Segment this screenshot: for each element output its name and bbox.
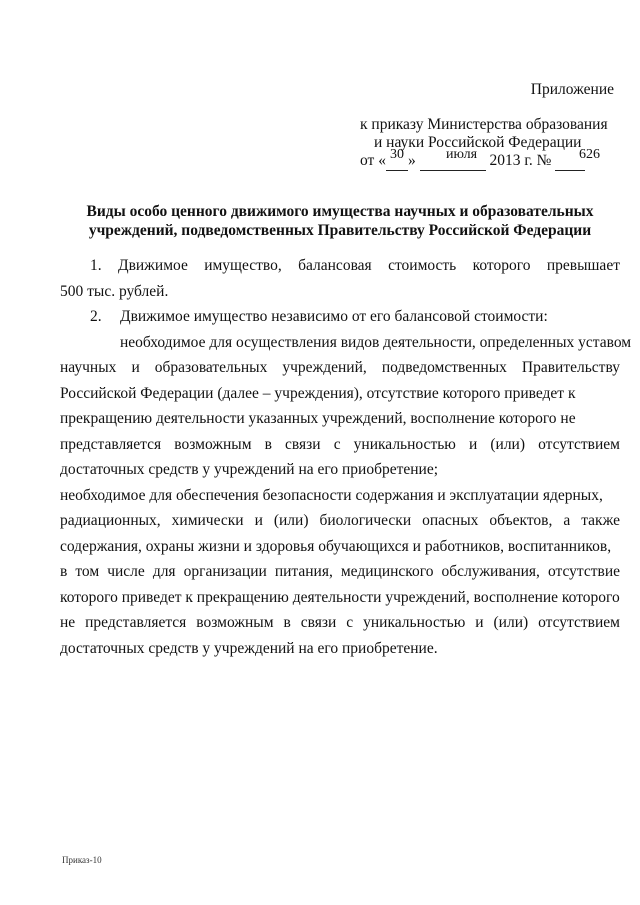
word: в xyxy=(264,435,272,453)
order-date-line xyxy=(360,147,620,172)
word: (или) xyxy=(493,614,529,631)
item-1-number: 1. xyxy=(90,257,102,274)
para-2-line-5 xyxy=(60,585,620,611)
document-title xyxy=(60,202,620,240)
word: радиационных, xyxy=(60,512,161,529)
order-number: 626 xyxy=(579,147,600,162)
word: Правительству xyxy=(521,359,620,376)
word: питания, xyxy=(274,563,333,580)
word: представляется xyxy=(60,435,162,453)
item-1-word: Движимое xyxy=(118,257,188,274)
word: опасных xyxy=(422,512,479,529)
word: медицинского xyxy=(340,563,434,580)
order-line-2: и науки Российской Федерации xyxy=(374,134,582,151)
item-1-word: стоимость xyxy=(388,257,457,274)
word: отсутствием xyxy=(538,435,620,453)
item-1-word: имущество, xyxy=(204,257,282,274)
item-1-word: которого xyxy=(472,257,531,274)
word: отсутствием xyxy=(538,614,620,631)
para-1-line-6 xyxy=(60,457,620,483)
para-2-text: содержания, охраны жизни и здоровья обучающихся и работников, воспитанников, xyxy=(60,537,612,555)
word: организации xyxy=(183,563,267,580)
word: возможным xyxy=(196,614,274,631)
word: и xyxy=(475,614,484,631)
para-1-line-4 xyxy=(60,406,620,432)
para-2-text: достаточных средств у учреждений на его приобретение. xyxy=(60,639,438,657)
word: для xyxy=(152,563,176,580)
word: учреждений, xyxy=(282,359,367,376)
word: (или) xyxy=(273,512,309,529)
title-line-2: учреждений, подведомственных Правительству Российской Федерации xyxy=(88,222,592,239)
word: а xyxy=(563,512,571,529)
para-2-line-6 xyxy=(60,610,620,636)
item-1-line-1 xyxy=(60,253,620,279)
word: химически xyxy=(171,512,244,529)
item-1-continuation: 500 тыс. рублей. xyxy=(60,282,169,300)
document-body xyxy=(60,253,632,661)
para-1-text: Российской Федерации (далее – учреждения), отсутствие которого приведет к xyxy=(60,384,576,402)
item-2-text: Движимое имущество независимо от его балансовой стоимости: xyxy=(120,308,548,325)
word: уникальностью xyxy=(363,614,466,631)
item-1-word: превышает xyxy=(546,257,620,274)
word: числе xyxy=(107,563,145,580)
word: с xyxy=(333,435,341,453)
word: с xyxy=(346,614,354,631)
item-2-number: 2. xyxy=(90,308,102,325)
item-2-line xyxy=(60,304,620,330)
date-prefix: от « xyxy=(360,152,386,169)
word: том xyxy=(75,563,100,580)
word: представляется xyxy=(85,614,187,631)
footer-code: Приказ-10 xyxy=(62,855,102,865)
word: и xyxy=(254,512,263,529)
para-1-line-1 xyxy=(60,330,632,356)
word: и xyxy=(468,435,478,453)
para-1-line-3 xyxy=(60,381,620,407)
year-text: 2013 г. № xyxy=(489,152,552,169)
para-1-text: необходимое для осуществления видов деятельности, определенных уставом xyxy=(120,333,632,351)
order-day: 30 xyxy=(390,147,404,162)
para-2-line-7 xyxy=(60,636,620,662)
para-1-text: достаточных средств у учреждений на его приобретение; xyxy=(60,461,439,478)
para-2-text: которого приведет к прекращению деятельности учреждений, восполнение которого xyxy=(60,588,620,606)
word: связи xyxy=(300,614,337,631)
word: в xyxy=(283,614,291,631)
word: объектов, xyxy=(489,512,553,529)
word: связи xyxy=(285,435,321,453)
word: отсутствие xyxy=(547,563,620,580)
para-1-line-2 xyxy=(60,355,620,381)
appendix-label: Приложение xyxy=(530,81,614,98)
word: (или) xyxy=(490,435,526,453)
para-2-line-4 xyxy=(60,559,620,585)
word: научных xyxy=(60,359,117,376)
word: образовательных xyxy=(154,359,268,376)
title-line-1: Виды особо ценного движимого имущества научных и образовательных xyxy=(86,203,594,220)
word: подведомственных xyxy=(381,359,507,376)
word: обслуживания, xyxy=(441,563,540,580)
word: в xyxy=(60,563,68,580)
word: не xyxy=(60,614,76,631)
word: также xyxy=(581,512,620,529)
para-2-line-2 xyxy=(60,508,620,534)
order-reference xyxy=(360,116,620,172)
para-2-line-1 xyxy=(60,483,620,509)
word: биологически xyxy=(319,512,412,529)
order-line-1: к приказу Министерства образования xyxy=(360,116,608,133)
word: и xyxy=(131,359,140,376)
para-2-line-3 xyxy=(60,534,620,560)
para-1-text: прекращению деятельности указанных учреждений, восполнение которого не xyxy=(60,410,576,427)
date-mid: » xyxy=(407,152,416,169)
para-2-text: необходимое для обеспечения безопасности содержания и эксплуатации ядерных, xyxy=(60,486,603,504)
word: возможным xyxy=(174,435,252,453)
item-1-word: балансовая xyxy=(298,257,372,274)
order-month: июля xyxy=(446,147,478,162)
word: уникальностью xyxy=(353,435,456,453)
para-1-line-5 xyxy=(60,432,620,458)
item-1-line-2 xyxy=(60,279,620,305)
